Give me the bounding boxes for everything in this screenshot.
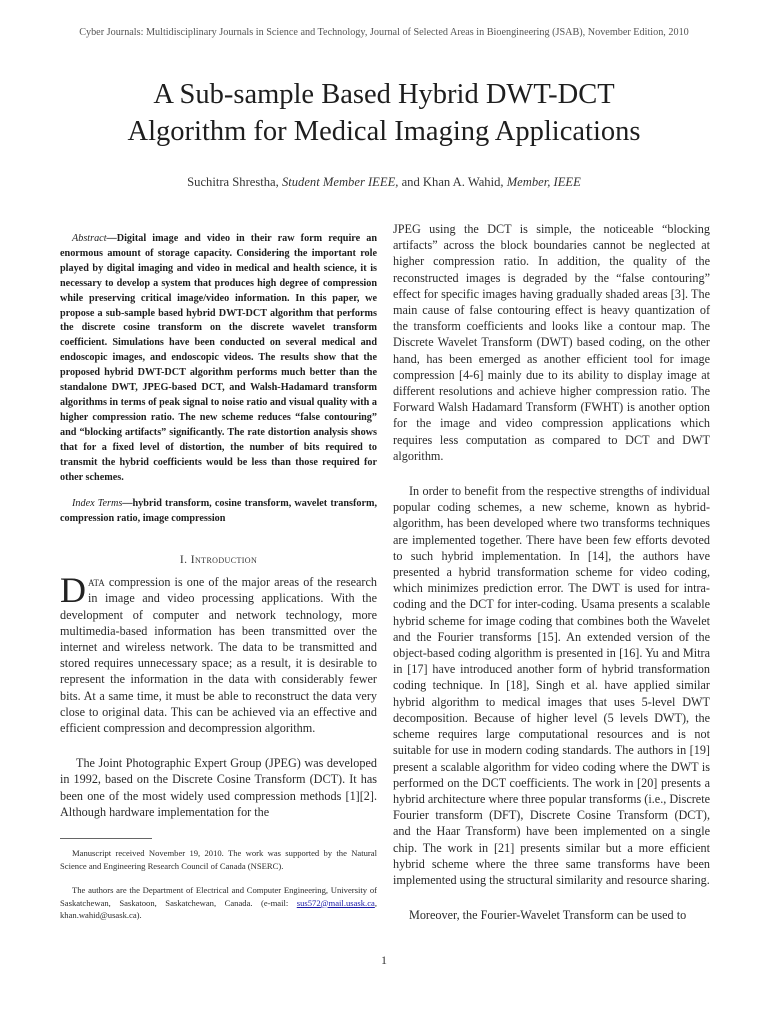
intro-paragraph-1 bbox=[60, 570, 377, 736]
title-line-2: Algorithm for Medical Imaging Applications bbox=[127, 116, 641, 147]
footnote-manuscript: Manuscript received November 19, 2010. The work was supported by the Natural Science and Engineering Research Council of Canada (NSERC). bbox=[60, 848, 377, 871]
intro-paragraph-1-text: compression is one of the major areas of the research in image and video processing applications. With the development of computer and network technology, more multimedia-based information has been transmitted over the internet and wireless network. The data to be transmitted and stored requires unnecessary space; as a result, it is desirable to represent the information in the data with considerably fewer bits. At a same time, it must be able to reconstruct the data very close to original data. This can be achieved via an effective and efficient compression and decompression algorithm. bbox=[60, 575, 377, 736]
left-column bbox=[60, 232, 377, 934]
affiliation-text: The authors are the Department of Electrical and Computer Engineering, University of Saskatchewan, Saskatoon, Saskatchewan, Canada. (e-mail: bbox=[60, 885, 377, 908]
section-numeral: I. bbox=[179, 553, 188, 567]
footnote-affiliation bbox=[60, 884, 377, 922]
abstract bbox=[60, 232, 377, 485]
right-column bbox=[393, 221, 710, 923]
index-terms-lead: Index Terms bbox=[72, 498, 123, 510]
author-conjunction: and bbox=[401, 175, 420, 189]
author-1-name: Suchitra Shrestha, bbox=[187, 175, 279, 189]
right-paragraph-1: JPEG using the DCT is simple, the noticeable “blocking artifacts” across the block boundaries cannot be neglected at higher compression ratio. In addition, the quality of the reconstructed images is degraded by the “false contouring” effect for specific images having gradually shaded areas [3]. The main cause of false contouring effect is heavy quantization of the transform coefficients and looks like a contour map. The Discrete Wavelet Transform (DWT) based coding, on the other hand, has been emerged as another efficient tool for image compression [4-6] mainly due to its ability to display image at different resolutions and achieve higher compression ratio. The Forward Walsh Hadamard Transform (FWHT) is another option for the image and video compression applications which requires less computation as compared to DCT and DWT algorithm. bbox=[393, 222, 710, 463]
intro-paragraph-2: The Joint Photographic Expert Group (JPEG) was developed in 1992, based on the Discrete Cosine Transform (DCT). It has been one of the most widely used compression methods [1][2]. Although hardware implementation for the bbox=[60, 756, 377, 819]
first-word-rest: ata bbox=[88, 575, 105, 590]
page-number: 1 bbox=[381, 953, 387, 967]
index-terms bbox=[60, 497, 377, 527]
author-2-role: Member, IEEE bbox=[506, 175, 581, 189]
footnote-divider bbox=[60, 838, 152, 839]
abstract-lead: Abstract bbox=[72, 233, 107, 244]
abstract-text: —Digital image and video in their raw form require an enormous amount of storage capacity. Considering the important role played by digital imaging and video in medical and health science, it is necessary to develop a system that produces high degree of compression while preserving critical image/video information. In this paper, we propose a sub-sample based hybrid DWT-DCT algorithm that performs the discrete cosine transform on the discrete wavelet transform coefficient. Simulations have been conducted on several medical and endoscopic images, and endoscopic videos. The results show that the proposed hybrid DWT-DCT algorithm performs much better than the standalone DWT, JPEG-based DCT, and Walsh-Hadamard transform algorithms in terms of peak signal to noise ratio and visual quality with a higher compression ratio. The new scheme reduces “false contouring” and “blocking artifacts” significantly. The rate distortion analysis shows that for a fixed level of distortion, the number of bits required to transmit the hybrid coefficients would be less than those required for other schemes. bbox=[60, 233, 377, 483]
right-paragraph-3: Moreover, the Fourier-Wavelet Transform can be used to bbox=[409, 908, 687, 923]
index-terms-text: —hybrid transform, cosine transform, wavelet transform, compression ratio, image compression bbox=[60, 498, 377, 525]
title-line-1: A Sub-sample Based Hybrid DWT-DCT bbox=[153, 79, 615, 110]
email-link[interactable]: sus572@mail.usask.ca bbox=[296, 897, 375, 908]
author-2-name: Khan A. Wahid, bbox=[422, 175, 504, 189]
journal-header: Cyber Journals: Multidisciplinary Journals in Science and Technology, Journal of Selected Areas in Bioengineering (JSAB), November Edition, 2010 bbox=[79, 27, 689, 38]
drop-cap: D bbox=[60, 570, 86, 611]
email-rest: , khan.wahid@usask.ca). bbox=[60, 897, 377, 921]
paper-title bbox=[60, 76, 708, 150]
section-title: Introduction bbox=[190, 553, 258, 567]
right-paragraph-2: In order to benefit from the respective strengths of individual popular coding schemes, a new scheme, known as hybrid-algorithm, has been developed where two transforms techniques are implemented together. There have been few efforts devoted to such hybrid implementation. In [14], the authors have presented a hybrid transformation scheme for video coding, which minimizes prediction error. The DWT is used for intra-coding and the DCT for inter-coding. Usama presents a scalable hybrid scheme for image coding that combines both the Wavelet and the Fourier transforms [15]. An extended version of the object-based coding algorithm is presented in [16]. Yu and Mitra in [17] have introduced another form of hybrid transformation coding technique. In [18], Singh et al. have applied similar hybrid algorithm to medical images that uses 5-level DWT decomposition. Because of higher level (5 levels DWT), the scheme requires large computational resources and is not suitable for use in modern coding standards. The authors in [19] present a scalable algorithm for video coding where the DWT is performed on the DCT coefficients. The work in [20] presents a hybrid architecture where three popular transforms (i.e., Discrete Fourier transform (DFT), Discrete Cosine Transform (DCT), and the Haar Transform) have been implemented on a single chip. The work in [21] presents similar but a more efficient hybrid scheme where the three same transforms have been implemented using the structural similarity and resource sharing. bbox=[393, 484, 710, 887]
author-line bbox=[0, 175, 768, 190]
section-heading-introduction bbox=[60, 553, 377, 566]
author-1-role: Student Member IEEE, bbox=[281, 175, 399, 189]
